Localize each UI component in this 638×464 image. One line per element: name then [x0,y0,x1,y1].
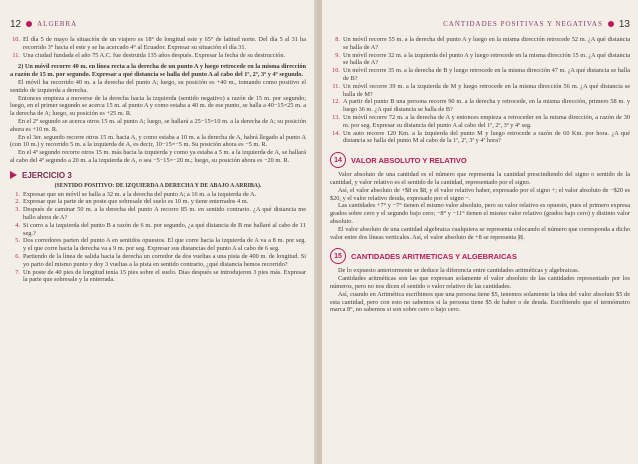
exercise-item: 12. A partir del punto B una persona recorre 90 m. a la derecha y retrocede, en la misma dirección, primero 58 m. y luego 36 m. ¿A qué distancia se halla de B? [332,98,630,114]
bullet-dot-icon [608,21,614,27]
triangle-bullet-icon [10,171,17,179]
list-item: 11. Una ciudad fundada el año 75 A.C. fue destruida 135 años después. Expresar la fecha de su destrucción. [12,51,286,59]
paragraph: En el 4º segundo recorre otros 15 m. más hacia la izquierda y como ya estaba a 5 m. a la izquierda de A, se hallará al cabo del 4º segundo a 20 m. a la izquierda de A, o sea −5−15=−20 m.; luego, su posición ahora es −20 m. R. [10,149,306,164]
exercise-header [10,171,306,180]
running-head-right: CANTIDADES POSITIVAS Y NEGATIVAS [443,20,603,28]
running-head-left: ALGEBRA [37,20,78,28]
paragraph: Las cantidades +7° y −7° tienen el mismo valor absoluto, pero su valor relativo es opuesto, pues el primero expresa grados sobre cero y el segundo bajo cero; −8° y −11° tienen el mismo valor relativo (grados bajo cero) y distinto valor absoluto. [330,202,630,225]
paragraph: De lo expuesto anteriormente se deduce la diferencia entre cantidades aritméticas y algebraicas. [338,267,580,275]
left-running-head [10,18,306,30]
right-running-head [330,18,630,30]
exercise-item: 10. Un móvil recorre 35 m. a la derecha de B y luego retrocede en la misma dirección 47 m. ¿A qué distancia se halla de B? [332,67,630,82]
paragraph: El valor absoluto de una cantidad algebraica cualquiera se representa colocando el número que corresponda a dicho valor entre dos líneas verticales. Así, el valor absoluto de +8 se representa |8|. [330,225,630,241]
exercise-title: EJERCICIO 3 [22,170,72,180]
exercise-item: 11. Un móvil recorre 39 m. a la izquierda de M y luego retrocede en la misma dirección 56 m. ¿A qué distancia se halla de M? [332,82,630,98]
exercise-item: 13. Un móvil recorre 72 m. a la derecha de A y entonces empieza a retroceder en la misma dirección, a razón de 30 m. por seg. Expresar su distancia del punto A al cabo del 1º, 2º, 3º y 4º seg. [332,113,630,129]
paragraph: En el 3er. segundo recorre otros 15 m. hacia A, y como estaba a 10 m. a la derecha de A, habrá llegado al punto A (con 10 m.) y recorrido 5 m. a la izquierda de A, es decir, 10−15=−5 m. Su posición ahora es −5 m. R. [10,133,306,149]
paragraph: Valor absoluto de una cantidad es el número que representa la cantidad prescindiendo del signo o sentido de la cantidad, y valor relativo es el sentido de la cantidad, representado por el signo. [330,171,630,186]
section-header-14 [330,152,630,168]
paragraph: En el 2º segundo se acerca otros 15 m. al punto A; luego, se hallará a 25−15=10 m. a la derecha de A; su posición ahora es +10 m. R. [10,117,306,133]
exercise-item: 8. Un móvil recorre 55 m. a la derecha del punto A y luego en la misma dirección retrocede 52 m. ¿A qué distancia se halla de A? [335,36,630,51]
exercise-item: 7. Un poste de 40 pies de longitud tenía 15 pies sobre el suelo. Días después se introdujeron 3 pies más. Expresar la parte que sobresale y la enterrada. [15,268,306,284]
section-title: CANTIDADES ARITMETICAS Y ALGEBRAICAS [351,251,517,261]
right-page [322,0,638,464]
paragraph: Así, el valor absoluto de +$8 es $8, y el valor relativo haber, expresado por el signo +; el valor absoluto de −$20 es $20, y el valor relativo deuda, expresado por el signo −. [330,186,630,202]
exercise-item: 2. Expresar que la parte de un poste que sobresale del suelo es 10 m. y tiene enterrados 4 m. [15,198,249,206]
page-number-left: 12 [10,18,22,30]
section-number-badge: 14 [330,152,346,168]
exercise-item: 3. Después de caminar 50 m. a la derecha del punto A recorro 85 m. en sentido contrario. ¿A qué distancia me hallo ahora de A? [15,206,306,221]
paragraph: Así, cuando en Aritmética escribimos que una persona tiene $5, tenemos solamente la idea del valor absoluto $5 de esta cantidad, pero con esto no sabemos si la persona tiene $5 de haber o de deuda. Escribiendo que el termómetro marca 8°, no sabemos si son sobre cero o bajo cero. [330,290,630,314]
example-statement: 2) Un móvil recorre 40 m. en línea recta a la derecha de un punto A y luego retrocede en la misma dirección a razón de 15 m. por segundo. Expresar a qué distancia se halla del punto A al cabo del 1º, 2º, 3º y 4º segundo. [10,63,306,79]
bullet-dot-icon [26,21,32,27]
exercise-intro: (SENTIDO POSITIVO: DE IZQUIERDA A DERECHA Y DE ABAJO A ARRIBA). [54,182,262,189]
exercise-item: 4. Si corro a la izquierda del punto B a razón de 6 m. por segundo, ¿a qué distancia de B me hallaré al cabo de 11 seg.? [15,221,306,237]
exercise-item: 14. Un auto recorre 120 Km. a la izquierda del punto M y luego retrocede a razón de 60 Km. por hora. ¿A qué distancia se halla del punto M al cabo de la 1ª, 2ª, 3ª y 4ª hora? [332,129,630,145]
section-header-15 [330,248,630,264]
exercise-item: 9. Un móvil recorre 32 m. a la izquierda del punto A y luego retrocede en la misma dirección 15 m. ¿A qué distancia se halla de A? [335,51,630,67]
paragraph: El móvil ha recorrido 40 m. a la derecha del punto A; luego, su posición es +40 m., tomando como positivo el sentido de izquierda a derecha. [10,78,306,94]
page-number-right: 13 [618,18,630,30]
paragraph: Entonces empieza a moverse de la derecha hacia la izquierda (sentido negativo) a razón de 15 m. por segundo; luego, en el primer segundo se acerca 15 m. al punto A y como estaba a 40 m. de ese punto, se halla a 40−15=25 m. a la derecha de A; luego, su posición es +25 m. R. [10,94,306,118]
section-title: VALOR ABSOLUTO Y RELATIVO [351,155,467,165]
exercise-item: 1. Expresar que un móvil se halla a 32 m. a la derecha del punto A; a 16 m. a la izquierda de A. [15,190,257,198]
exercise-item: 6. Partiendo de la línea de salida hacia la derecha un corredor da dos vueltas a una pista de 400 m. de longitud. Si yo parto del mismo punto y doy 3 vueltas a la pista en sentido contrario, ¿qué distancia hemos recorrido? [15,252,306,268]
section-number-badge: 15 [330,248,346,264]
paragraph: Cantidades aritméticas son las que expresan solamente el valor absoluto de las cantidades representado por los números, pero no nos dicen el sentido o valor relativo de las cantidades. [330,275,630,290]
exercise-item: 5. Dos corredores parten del punto A en sentidos opuestos. El que corre hacia la izquierda de A va a 8 m. por seg. y el que corre hacia la derecha va a 9 m. por seg. Expresar sus distancias del punto A al cabo de 6 seg. [15,237,306,253]
list-item: 10. El día 5 de mayo la situación de un viajero es 18° de longitud este y 65° de latitud norte. Del día 5 al 31 ha recorrido 3° hacia el este y se ha acercado 4° al Ecuador. Expresar su situación el día 31. [12,36,306,51]
left-page [0,0,316,464]
